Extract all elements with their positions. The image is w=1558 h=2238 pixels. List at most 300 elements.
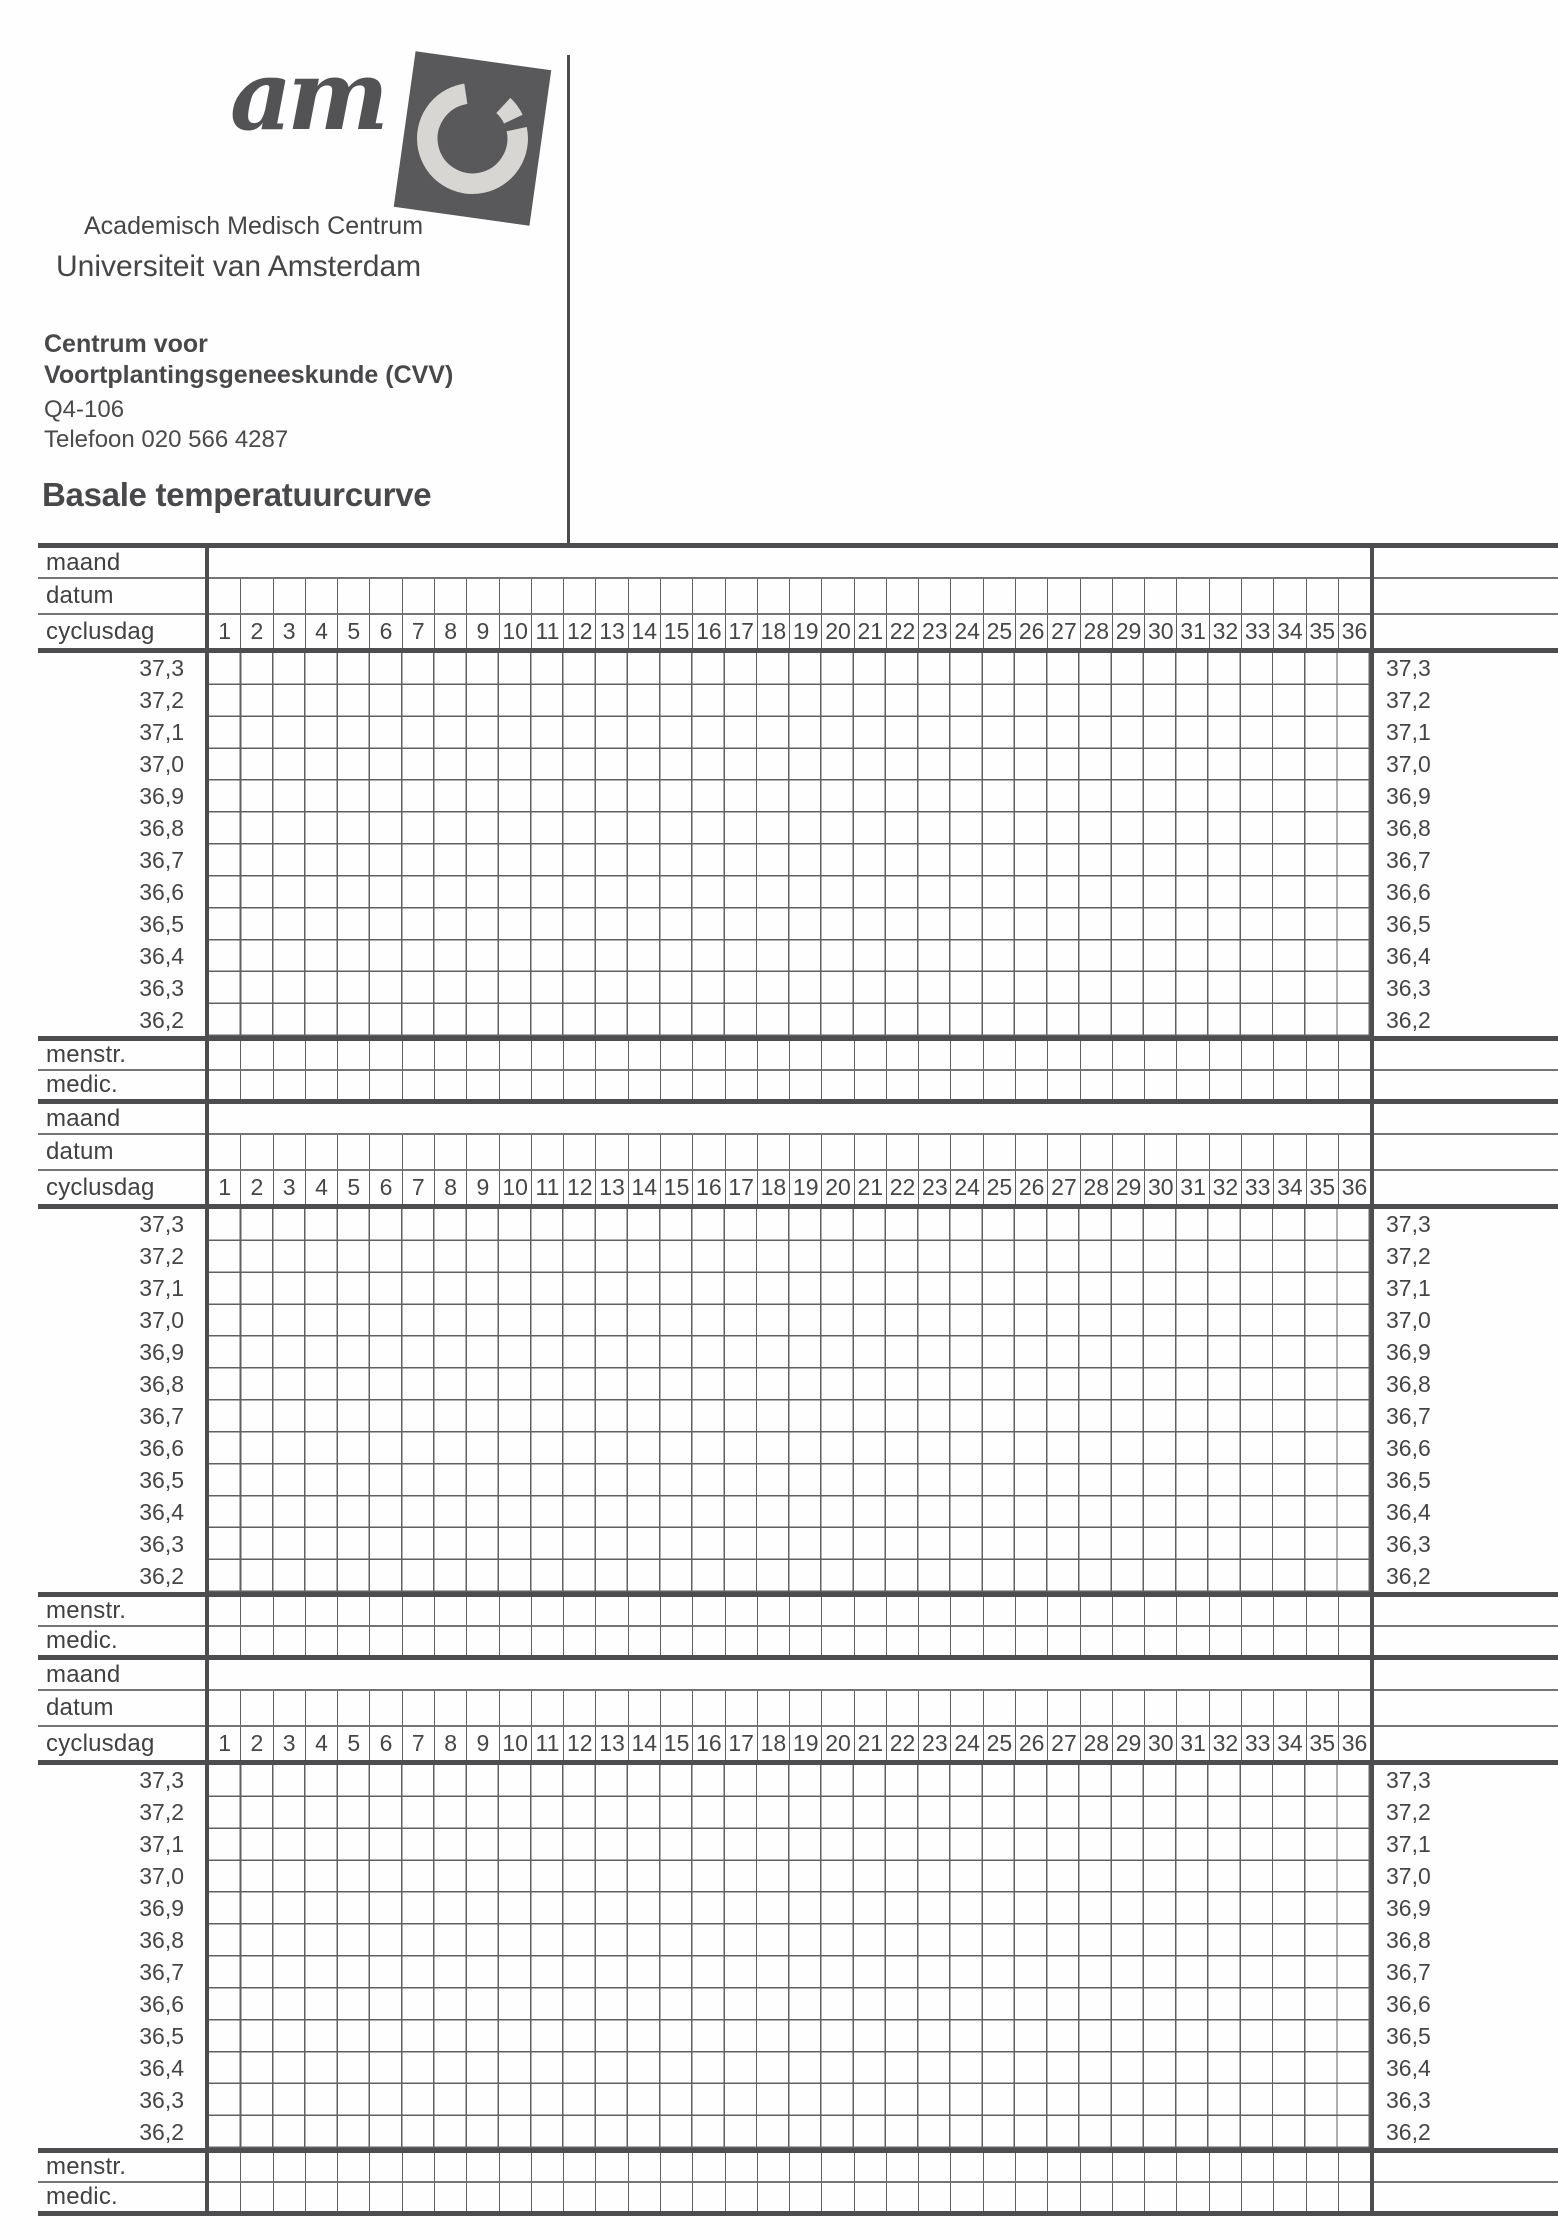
datum-cell [854, 1135, 886, 1169]
datum-cell [1209, 1135, 1241, 1169]
temperature-grid [209, 653, 1370, 1036]
datum-cell [628, 1135, 660, 1169]
temp-label: 37,2 [139, 687, 184, 714]
cyclusdag-row [38, 1727, 1558, 1760]
temp-label: 37,1 [1386, 1831, 1431, 1858]
medic-cell [1209, 1071, 1241, 1099]
cyclusdag-number: 20 [821, 615, 853, 648]
menstr-cell [1273, 2153, 1305, 2181]
menstr-cell [757, 2153, 789, 2181]
cyclusdag-number: 34 [1273, 1171, 1305, 1204]
medic-cell [563, 2183, 595, 2211]
cyclusdag-number: 25 [983, 1171, 1015, 1204]
temp-label: 36,7 [1386, 846, 1431, 873]
cyclusdag-number: 2 [240, 1171, 272, 1204]
datum-cell [531, 1691, 563, 1725]
datum-cell [1176, 1691, 1208, 1725]
datum-cell [1306, 1135, 1338, 1169]
cyclusdag-number: 33 [1241, 1171, 1273, 1204]
medic-row [38, 2183, 1558, 2211]
temp-label: 37,0 [139, 1307, 184, 1334]
medic-cell [209, 2183, 240, 2211]
datum-cell [1241, 1135, 1273, 1169]
cyclusdag-number: 26 [1015, 615, 1047, 648]
cyclusdag-number: 8 [434, 1727, 466, 1760]
cyclusdag-number: 1 [218, 1174, 232, 1200]
menstr-cell [757, 1597, 789, 1625]
cyclusdag-number: 33 [1241, 615, 1273, 648]
cyclusdag-number: 7 [402, 1171, 434, 1204]
menstr-row [38, 1041, 1558, 1069]
medic-cell [628, 2183, 660, 2211]
datum-cell [337, 1135, 369, 1169]
cyclusdag-number: 36 [1338, 1727, 1370, 1760]
cyclusdag-number: 21 [854, 1171, 886, 1204]
cyclusdag-number: 16 [692, 1727, 724, 1760]
datum-cell [563, 579, 595, 613]
temp-label: 36,9 [139, 1339, 184, 1366]
menstr-cell [273, 1041, 305, 1069]
medic-cell [209, 1627, 240, 1655]
menstr-cell [1112, 1597, 1144, 1625]
menstr-cell [1144, 1041, 1176, 1069]
datum-cell [1241, 1691, 1273, 1725]
datum-cell [402, 1691, 434, 1725]
medic-cell [983, 1627, 1015, 1655]
cyclusdag-number: 31 [1176, 1171, 1208, 1204]
chart-section-2 [38, 1099, 1558, 1655]
medic-cell [918, 1071, 950, 1099]
label-grid-divider [205, 1655, 209, 2211]
temp-label: 36,3 [1386, 2086, 1431, 2113]
menstr-cell [305, 1597, 337, 1625]
datum-cell [1338, 1135, 1370, 1169]
menstr-cell [531, 1597, 563, 1625]
medic-cell [1015, 1071, 1047, 1099]
cyclusdag-number: 29 [1112, 615, 1144, 648]
temp-label: 36,4 [1386, 1498, 1431, 1525]
temp-label: 36,7 [1386, 1402, 1431, 1429]
menstr-cell [209, 2153, 240, 2181]
menstr-cell [1209, 1597, 1241, 1625]
chart-section-1 [38, 543, 1558, 1099]
menstr-row [38, 2153, 1558, 2181]
menstr-cell [1273, 1041, 1305, 1069]
menstr-cell [402, 1041, 434, 1069]
menstr-cell [1112, 1041, 1144, 1069]
medic-cell [950, 1071, 982, 1099]
menstr-cells [209, 1597, 1370, 1625]
cyclusdag-number: 2 [240, 1727, 272, 1760]
cyclusdag-number: 2 [240, 615, 272, 648]
datum-cell [337, 579, 369, 613]
datum-cell [1273, 579, 1305, 613]
datum-cell [240, 579, 272, 613]
datum-cell [1080, 579, 1112, 613]
cyclusdag-number: 22 [886, 1727, 918, 1760]
menstr-cell [273, 1597, 305, 1625]
menstr-cell [595, 1597, 627, 1625]
grid-rightcol-divider [1370, 543, 1374, 1099]
menstr-cell [950, 2153, 982, 2181]
menstr-cell [789, 1041, 821, 1069]
medic-cell [1144, 1627, 1176, 1655]
temp-label: 36,8 [139, 815, 184, 842]
medic-cell [821, 1627, 853, 1655]
cyclusdag-number: 29 [1112, 1171, 1144, 1204]
cyclusdag-number: 23 [918, 615, 950, 648]
medic-cell [1112, 1071, 1144, 1099]
medic-row [38, 1627, 1558, 1655]
datum-cell [1176, 1135, 1208, 1169]
medic-cell [369, 2183, 401, 2211]
cyclusdag-number: 13 [595, 1727, 627, 1760]
temp-label: 37,2 [1386, 687, 1431, 714]
datum-cell [531, 1135, 563, 1169]
temp-label: 36,9 [1386, 783, 1431, 810]
temp-label: 36,2 [1386, 2118, 1431, 2145]
medic-cell [854, 1627, 886, 1655]
medic-cell [725, 1071, 757, 1099]
cyclusdag-row [38, 1171, 1558, 1204]
temp-label: 36,8 [1386, 1371, 1431, 1398]
cyclusdag-number: 12 [563, 1727, 595, 1760]
medic-cell [1306, 1071, 1338, 1099]
datum-cell [725, 1691, 757, 1725]
cyclusdag-number: 3 [273, 1727, 305, 1760]
menstr-cell [789, 1597, 821, 1625]
menstr-cell [369, 1041, 401, 1069]
cyclusdag-number: 17 [725, 1727, 757, 1760]
medic-cell [692, 1071, 724, 1099]
menstr-cell [402, 2153, 434, 2181]
datum-cell [757, 579, 789, 613]
medic-cell [789, 1627, 821, 1655]
datum-cell [1144, 579, 1176, 613]
medic-cell [337, 2183, 369, 2211]
medic-cell [821, 1071, 853, 1099]
cyclusdag-number: 7 [402, 1727, 434, 1760]
medic-cell [692, 2183, 724, 2211]
datum-cell [595, 1135, 627, 1169]
menstr-cell [660, 1041, 692, 1069]
cyclusdag-number: 33 [1241, 1727, 1273, 1760]
medic-cell [918, 2183, 950, 2211]
datum-cell [983, 1135, 1015, 1169]
medic-cell [950, 2183, 982, 2211]
cyclusdag-number: 9 [466, 615, 498, 648]
menstr-cell [1273, 1597, 1305, 1625]
medic-row [38, 1071, 1558, 1099]
menstr-cell [531, 2153, 563, 2181]
temp-label: 36,6 [1386, 1434, 1431, 1461]
menstr-cell [725, 1597, 757, 1625]
datum-cell [854, 579, 886, 613]
medic-cell [1273, 1627, 1305, 1655]
cyclusdag-number: 11 [531, 1727, 563, 1760]
datum-cell [1015, 579, 1047, 613]
menstr-cell [950, 1597, 982, 1625]
medic-cell [660, 2183, 692, 2211]
datum-cell [950, 579, 982, 613]
menstr-cell [1176, 2153, 1208, 2181]
medic-cell [434, 1627, 466, 1655]
medic-cell [1080, 2183, 1112, 2211]
cyclusdag-number: 4 [305, 1727, 337, 1760]
temp-label: 37,1 [139, 1275, 184, 1302]
cyclusdag-number: 20 [821, 1171, 853, 1204]
medic-cell [789, 2183, 821, 2211]
datum-label: datum [46, 1138, 114, 1165]
temp-label: 37,1 [1386, 1275, 1431, 1302]
datum-cell [789, 1135, 821, 1169]
maand-label: maand [46, 1660, 121, 1688]
cyclusdag-number: 5 [337, 615, 369, 648]
menstr-cell [918, 1041, 950, 1069]
temp-label: 36,5 [1386, 2022, 1431, 2049]
medic-cell [725, 2183, 757, 2211]
datum-cell [273, 579, 305, 613]
datum-cell [209, 1691, 240, 1725]
temp-label: 37,2 [139, 1243, 184, 1270]
temp-label: 36,9 [139, 783, 184, 810]
datum-cell [628, 1691, 660, 1725]
cyclusdag-number: 7 [402, 615, 434, 648]
menstr-cell [466, 2153, 498, 2181]
temp-label: 36,2 [139, 1562, 184, 1589]
datum-cell [660, 1135, 692, 1169]
menstr-cell [854, 1041, 886, 1069]
medic-cell [369, 1627, 401, 1655]
datum-cell [434, 1135, 466, 1169]
menstr-cell [1306, 1041, 1338, 1069]
medic-cells [209, 1627, 1370, 1655]
temperature-area [38, 653, 1558, 1036]
cyclusdag-number: 35 [1306, 1171, 1338, 1204]
datum-cells [209, 579, 1370, 613]
datum-cell [305, 1691, 337, 1725]
temp-label: 36,4 [139, 942, 184, 969]
medic-label: medic. [46, 2183, 118, 2210]
datum-cell [563, 1135, 595, 1169]
menstr-cell [660, 2153, 692, 2181]
datum-cell [821, 1691, 853, 1725]
temp-scale-right [1374, 1765, 1558, 2148]
medic-cell [369, 1071, 401, 1099]
datum-cell [886, 1691, 918, 1725]
menstr-cell [466, 1597, 498, 1625]
medic-cell [757, 1071, 789, 1099]
medic-cell [628, 1627, 660, 1655]
menstr-cells [209, 1041, 1370, 1069]
datum-cell [1209, 579, 1241, 613]
cyclusdag-number: 36 [1338, 615, 1370, 648]
datum-cell [595, 579, 627, 613]
temp-label: 36,9 [1386, 1339, 1431, 1366]
medic-cell [305, 2183, 337, 2211]
medic-cell [1273, 1071, 1305, 1099]
temp-label: 36,7 [139, 1958, 184, 1985]
cyclusdag-cells [209, 1727, 1370, 1760]
cyclusdag-number: 18 [757, 1727, 789, 1760]
header-divider-line [567, 55, 570, 543]
menstr-cell [821, 1597, 853, 1625]
menstr-cell [821, 2153, 853, 2181]
datum-cell [950, 1135, 982, 1169]
datum-cell [660, 1691, 692, 1725]
medic-cell [692, 1627, 724, 1655]
menstr-cell [1015, 1041, 1047, 1069]
datum-cell [1338, 579, 1370, 613]
medic-label: medic. [46, 1627, 118, 1654]
medic-cell [918, 1627, 950, 1655]
datum-cell [983, 1691, 1015, 1725]
temp-label: 36,9 [139, 1895, 184, 1922]
temp-label: 37,3 [1386, 1211, 1431, 1238]
datum-cell [595, 1691, 627, 1725]
medic-cell [595, 1627, 627, 1655]
menstr-cell [1209, 1041, 1241, 1069]
menstr-cell [240, 1597, 272, 1625]
medic-cell [337, 1627, 369, 1655]
datum-cell [209, 1135, 240, 1169]
medic-cell [1241, 1627, 1273, 1655]
medic-cell [1338, 1627, 1370, 1655]
menstr-cell [1144, 1597, 1176, 1625]
datum-cell [1112, 579, 1144, 613]
cyclusdag-label: cyclusdag [46, 617, 155, 645]
menstr-cell [337, 1597, 369, 1625]
temp-label: 36,6 [1386, 1990, 1431, 2017]
temperature-grid [209, 1765, 1370, 2148]
medic-cell [531, 2183, 563, 2211]
cyclusdag-cells [209, 615, 1370, 648]
amc-logo-square [394, 51, 552, 226]
menstr-cell [918, 2153, 950, 2181]
temp-label: 36,6 [139, 878, 184, 905]
datum-cell [273, 1691, 305, 1725]
cyclusdag-number: 13 [595, 615, 627, 648]
datum-cell [1080, 1691, 1112, 1725]
cyclusdag-number: 13 [595, 1171, 627, 1204]
datum-cell [628, 579, 660, 613]
medic-cell [1338, 1071, 1370, 1099]
menstr-cell [305, 1041, 337, 1069]
medic-cell [950, 1627, 982, 1655]
menstr-label: menstr. [46, 2153, 127, 2180]
medic-cell [1176, 1071, 1208, 1099]
datum-cell [1112, 1135, 1144, 1169]
datum-cells [209, 1135, 1370, 1169]
cyclusdag-label: cyclusdag [46, 1729, 155, 1757]
datum-cell [466, 1691, 498, 1725]
menstr-cell [209, 1041, 240, 1069]
cyclusdag-number: 32 [1209, 1171, 1241, 1204]
medic-cell [595, 2183, 627, 2211]
cyclusdag-number: 36 [1338, 1171, 1370, 1204]
temp-label: 37,3 [139, 1767, 184, 1794]
temp-label: 36,3 [1386, 974, 1431, 1001]
medic-cell [1112, 2183, 1144, 2211]
cyclusdag-number: 8 [434, 1171, 466, 1204]
grid-rightcol-divider [1370, 1099, 1374, 1655]
medic-cell [1015, 2183, 1047, 2211]
datum-cell [1047, 579, 1079, 613]
menstr-cell [1241, 1597, 1273, 1625]
datum-cell [692, 1691, 724, 1725]
temp-label: 36,6 [139, 1990, 184, 2017]
menstr-label: menstr. [46, 1597, 127, 1624]
menstr-cell [757, 1041, 789, 1069]
cyclusdag-number: 3 [273, 1171, 305, 1204]
cyclusdag-number: 23 [918, 1727, 950, 1760]
cyclusdag-number: 16 [692, 1171, 724, 1204]
datum-cell [1273, 1135, 1305, 1169]
medic-cell [240, 1627, 272, 1655]
temp-label: 36,2 [139, 2118, 184, 2145]
medic-cell [1306, 2183, 1338, 2211]
datum-cell [1273, 1691, 1305, 1725]
menstr-cell [886, 1597, 918, 1625]
datum-cell [1015, 1135, 1047, 1169]
medic-cells [209, 1071, 1370, 1099]
menstr-cell [886, 2153, 918, 2181]
temp-label: 37,0 [1386, 1863, 1431, 1890]
cyclusdag-number: 24 [950, 1727, 982, 1760]
medic-cell [1306, 1627, 1338, 1655]
medic-cell [1176, 1627, 1208, 1655]
cyclusdag-number: 27 [1047, 615, 1079, 648]
datum-cell [918, 1135, 950, 1169]
datum-row [38, 1135, 1558, 1169]
menstr-cell [1306, 1597, 1338, 1625]
maand-label: maand [46, 1104, 121, 1132]
temp-label: 36,7 [139, 1402, 184, 1429]
cyclusdag-number: 6 [369, 615, 401, 648]
menstr-cell [983, 1597, 1015, 1625]
cyclusdag-number: 14 [628, 1171, 660, 1204]
cyclusdag-number: 25 [983, 615, 1015, 648]
temp-scale-left [38, 653, 198, 1036]
medic-cell [854, 2183, 886, 2211]
cyclusdag-number: 18 [757, 1171, 789, 1204]
cyclusdag-number: 12 [563, 1171, 595, 1204]
temp-label: 37,3 [139, 655, 184, 682]
menstr-cell [692, 1041, 724, 1069]
medic-cell [1080, 1627, 1112, 1655]
menstr-cell [1241, 2153, 1273, 2181]
temp-label: 37,2 [1386, 1243, 1431, 1270]
menstr-cell [434, 2153, 466, 2181]
medic-cell [499, 1627, 531, 1655]
temp-label: 36,5 [139, 2022, 184, 2049]
cyclusdag-number: 28 [1080, 1727, 1112, 1760]
datum-cell [466, 1135, 498, 1169]
datum-cell [854, 1691, 886, 1725]
phone-number: Telefoon 020 566 4287 [44, 426, 289, 453]
temp-label: 37,0 [139, 1863, 184, 1890]
temp-label: 36,8 [1386, 1927, 1431, 1954]
menstr-cell [983, 1041, 1015, 1069]
cyclusdag-number: 20 [821, 1727, 853, 1760]
menstr-cell [1015, 1597, 1047, 1625]
datum-cell [725, 1135, 757, 1169]
medic-cell [1241, 1071, 1273, 1099]
datum-cell [369, 1135, 401, 1169]
medic-cell [337, 1071, 369, 1099]
datum-cell [273, 1135, 305, 1169]
medic-cell [1015, 1627, 1047, 1655]
